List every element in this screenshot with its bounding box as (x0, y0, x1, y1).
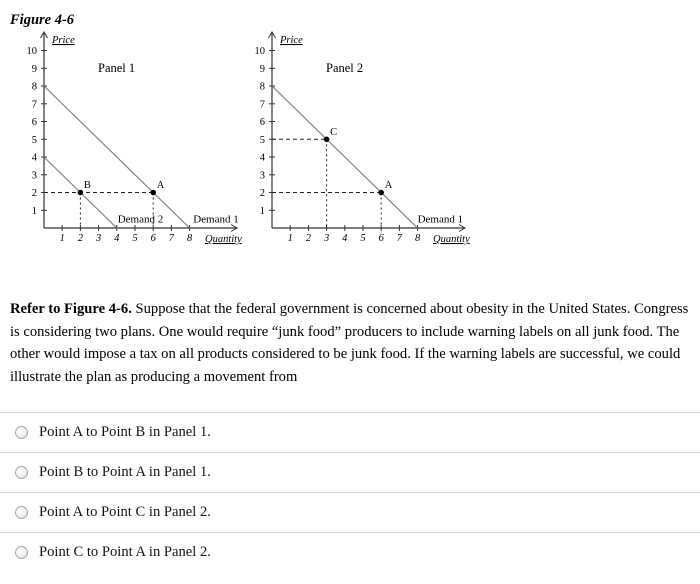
panel-2-chart (228, 26, 500, 252)
radio-button[interactable] (15, 426, 28, 439)
answer-option-1[interactable] (0, 412, 700, 452)
svg-text:2: 2 (305, 233, 312, 244)
svg-text:6: 6 (378, 233, 384, 244)
point-label: A (384, 180, 393, 191)
svg-text:3: 3 (323, 233, 330, 244)
svg-text:8: 8 (186, 233, 193, 244)
y-axis-label: Price (280, 35, 303, 46)
svg-text:5: 5 (259, 134, 265, 146)
data-point (78, 190, 84, 196)
radio-button[interactable] (15, 546, 28, 559)
option-label: Point A to Point C in Panel 2. (39, 504, 211, 520)
svg-text:6: 6 (150, 233, 156, 244)
radio-button[interactable] (15, 506, 28, 519)
demand-curve (44, 86, 190, 228)
answer-option-2[interactable] (0, 452, 700, 492)
svg-text:2: 2 (77, 233, 84, 244)
svg-text:1: 1 (259, 205, 265, 217)
svg-text:5: 5 (360, 233, 366, 244)
svg-text:7: 7 (168, 233, 175, 244)
option-label: Point A to Point B in Panel 1. (39, 424, 211, 440)
svg-text:2: 2 (259, 188, 265, 199)
svg-text:7: 7 (259, 99, 265, 111)
svg-text:5: 5 (132, 233, 138, 244)
svg-text:8: 8 (31, 81, 37, 93)
answer-options (0, 412, 700, 572)
point-label: A (156, 180, 165, 191)
svg-text:7: 7 (31, 99, 37, 111)
figure-charts (0, 26, 700, 252)
svg-text:4: 4 (31, 152, 37, 164)
svg-text:1: 1 (287, 233, 293, 244)
option-label: Point C to Point A in Panel 2. (39, 544, 211, 560)
svg-text:10: 10 (254, 46, 265, 57)
data-point (150, 190, 156, 196)
answer-option-4[interactable] (0, 532, 700, 572)
demand-curve-label: Demand 1 (417, 213, 464, 226)
svg-text:6: 6 (259, 117, 265, 128)
svg-text:6: 6 (31, 117, 37, 128)
svg-text:1: 1 (31, 205, 37, 217)
svg-text:7: 7 (396, 233, 403, 244)
svg-text:5: 5 (31, 134, 37, 146)
x-axis-label: Quantity (205, 234, 242, 245)
point-label: C (330, 126, 338, 138)
svg-text:4: 4 (259, 152, 265, 164)
svg-text:1: 1 (59, 233, 65, 244)
panel-title: Panel 1 (98, 61, 136, 75)
question-text (10, 298, 694, 388)
svg-text:8: 8 (414, 233, 421, 244)
svg-text:10: 10 (26, 46, 37, 57)
point-label: B (83, 180, 91, 191)
figure-title: Figure 4-6 (10, 12, 75, 28)
svg-text:3: 3 (31, 170, 37, 182)
question-reference: Refer to Figure 4-6. (10, 301, 132, 317)
answer-option-3[interactable] (0, 492, 700, 532)
svg-text:3: 3 (259, 170, 265, 182)
svg-text:3: 3 (95, 233, 102, 244)
y-axis-label: Price (52, 35, 75, 46)
demand-curve-label: Demand 2 (117, 213, 164, 226)
panel-1-chart (0, 26, 250, 252)
svg-text:9: 9 (259, 63, 265, 75)
demand-curve-label: Demand 1 (193, 213, 239, 226)
svg-text:8: 8 (259, 81, 265, 93)
svg-text:2: 2 (31, 188, 37, 199)
data-point (324, 137, 330, 143)
svg-text:9: 9 (31, 63, 37, 75)
question-body: Suppose that the federal government is concerned about obesity in the United States. Congress is considering two plans. One would require “junk food” producers to include warning labels on all junk food. The other would impose a tax on all products considered to be junk food. If the warning labels are successful, we could illustrate the plan as producing a movement from (10, 301, 689, 385)
panel-title: Panel 2 (326, 61, 364, 75)
radio-button[interactable] (15, 466, 28, 479)
option-label: Point B to Point A in Panel 1. (39, 464, 211, 480)
x-axis-label: Quantity (433, 234, 470, 245)
svg-text:4: 4 (114, 233, 120, 244)
data-point (378, 190, 384, 196)
svg-text:4: 4 (342, 233, 348, 244)
demand-curve (272, 86, 418, 228)
